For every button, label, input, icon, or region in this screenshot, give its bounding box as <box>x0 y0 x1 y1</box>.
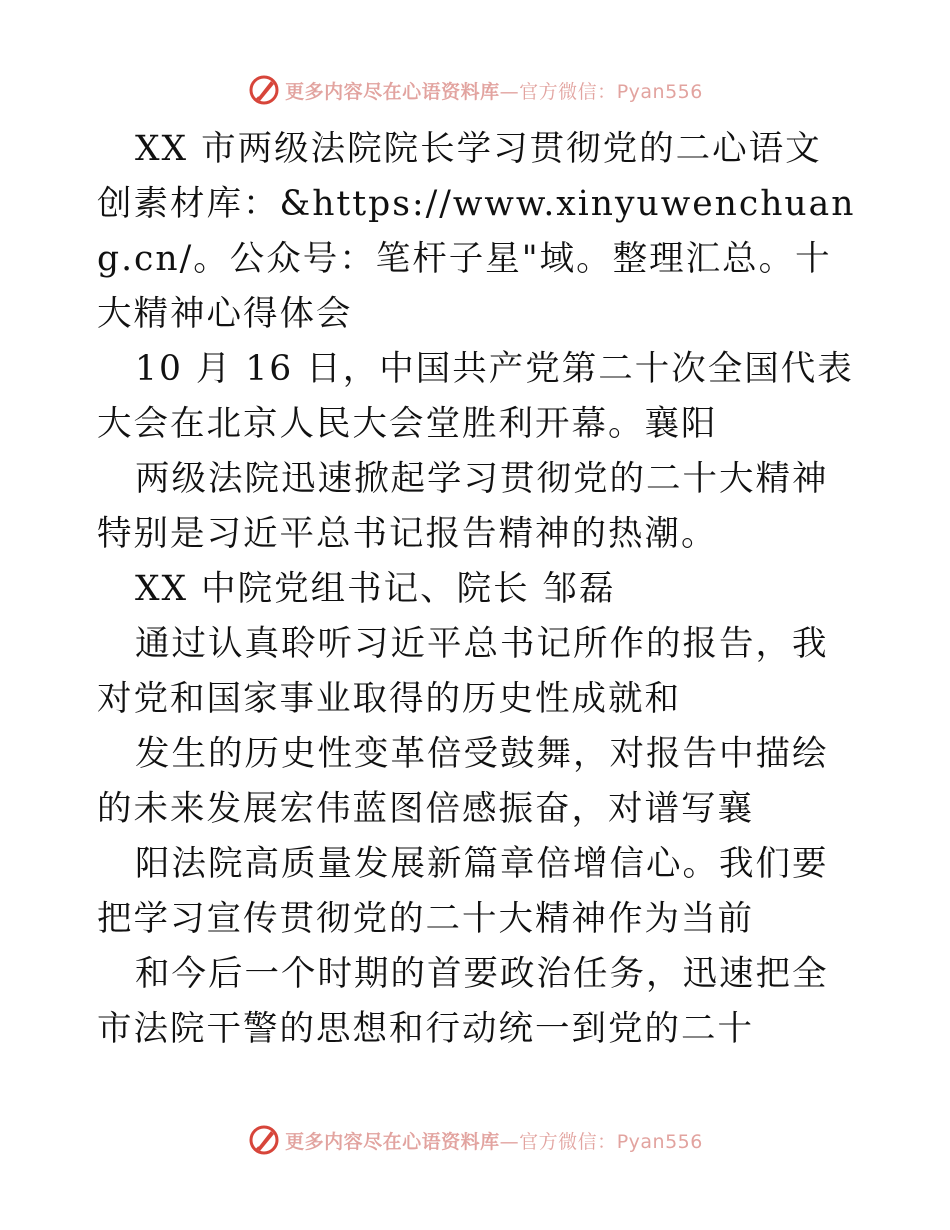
watermark-contact-id: Pyan556 <box>616 1130 703 1153</box>
paragraph-2: 10 月 16 日，中国共产党第二十次全国代表大会在北京人民大会堂胜利开幕。襄阳 <box>97 349 854 444</box>
watermark-separator: — <box>499 1130 520 1153</box>
quill-logo-icon <box>247 1123 281 1157</box>
paragraph-4: XX 中院党组书记、院长 邹磊 <box>135 569 616 609</box>
paragraph-3: 两级法院迅速掀起学习贯彻党的二十大精神特别是习近平总书记报告精神的热潮。 <box>97 459 829 554</box>
quill-logo-icon <box>247 73 281 107</box>
document-body <box>97 122 857 1057</box>
watermark-separator: — <box>499 80 520 103</box>
watermark-text <box>285 1127 703 1154</box>
paragraph-5: 通过认真聆听习近平总书记所作的报告，我对党和国家事业取得的历史性成就和 <box>97 624 829 719</box>
watermark-contact-label: 官方微信： <box>519 80 617 103</box>
watermark-main-text: 更多内容尽在心语资料库 <box>285 1130 500 1153</box>
footer-watermark-banner <box>0 1120 950 1160</box>
watermark-contact-id: Pyan556 <box>616 80 703 103</box>
watermark-text <box>285 77 703 104</box>
paragraph-8: 和今后一个时期的首要政治任务，迅速把全市法院干警的思想和行动统一到党的二十 <box>97 954 829 1049</box>
watermark-main-text: 更多内容尽在心语资料库 <box>285 80 500 103</box>
header-watermark-banner <box>0 70 950 110</box>
paragraph-7: 阳法院高质量发展新篇章倍增信心。我们要把学习宣传贯彻党的二十大精神作为当前 <box>97 844 829 939</box>
paragraph-6: 发生的历史性变革倍受鼓舞，对报告中描绘的未来发展宏伟蓝图倍感振奋，对谱写襄 <box>97 734 829 829</box>
paragraph-1: XX 市两级法院院长学习贯彻党的二心语文创素材库：&https://www.xinyuwenchuang.cn/。公众号：笔杆子星"域。整理汇总。十大精神心得体会 <box>97 129 856 334</box>
watermark-contact-label: 官方微信： <box>519 1130 617 1153</box>
